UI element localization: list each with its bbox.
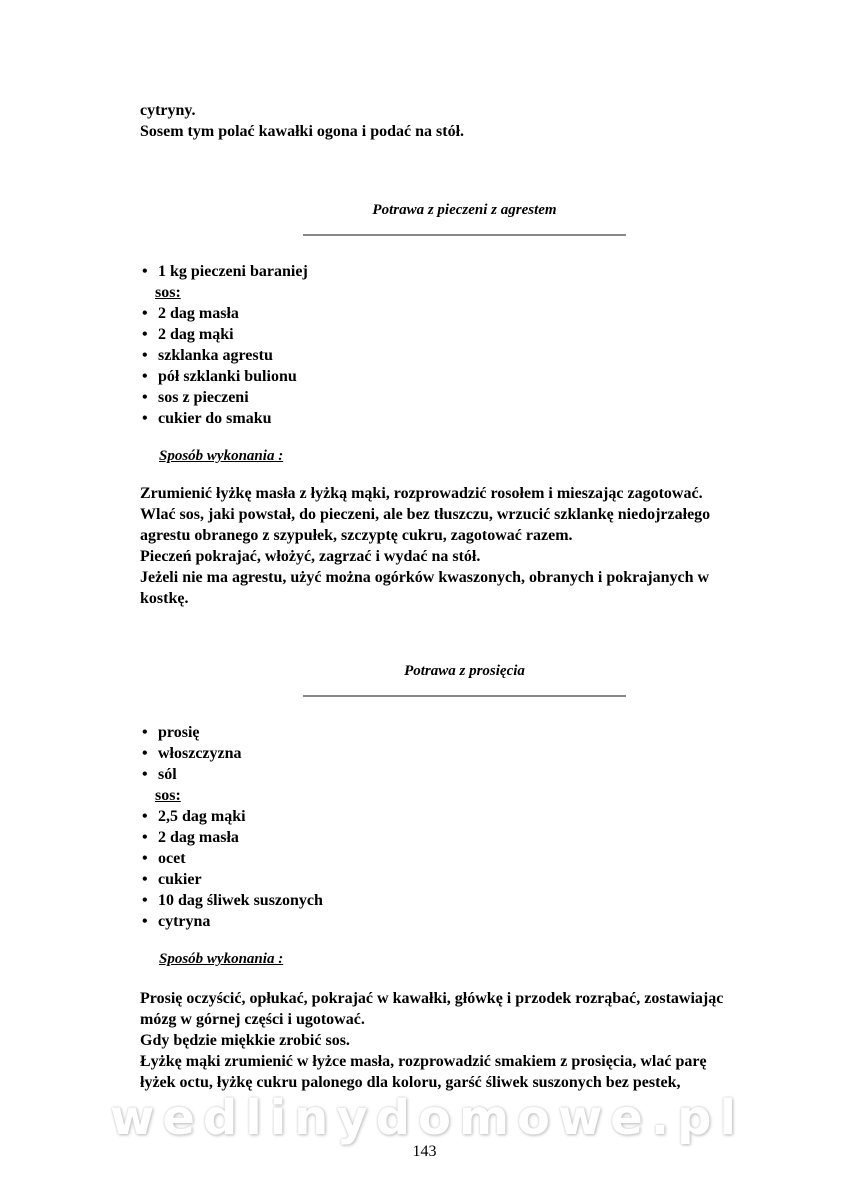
text-line: Jeżeli nie ma agrestu, użyć można ogórków kwaszonych, obranych i pokrajanych w <box>140 569 710 586</box>
ingredient-item: • szklanka agrestu <box>140 345 308 366</box>
ingredient-item: • 2 dag mąki <box>140 324 308 345</box>
text-line: Zrumienić łyżkę masła z łyżką mąki, rozprowadzić rosołem i mieszając zagotować. <box>140 485 703 502</box>
text-line: Pieczeń pokrajać, włożyć, zagrzać i wydać na stół. <box>140 548 481 565</box>
intro-text <box>140 100 464 142</box>
ingredient-item: • sos z pieczeni <box>140 387 308 408</box>
ingredient-item: • 2 dag masła <box>140 827 323 848</box>
ingredient-item: • prosię <box>140 722 323 743</box>
ingredient-list <box>140 261 308 429</box>
text-line: agrestu obranego z szypułek, szczyptę cukru, zagotować razem. <box>140 527 573 544</box>
text-line: Gdy będzie miękkie zrobić sos. <box>140 1032 350 1049</box>
text-line: Sosem tym polać kawałki ogona i podać na stół. <box>140 123 465 140</box>
method-heading: Sposób wykonania : <box>159 448 284 464</box>
ingredient-item: • cukier <box>140 869 323 890</box>
ingredient-item: • 2 dag masła <box>140 303 308 324</box>
ingredient-item: • pół szklanki bulionu <box>140 366 308 387</box>
text-line: mózg w górnej części i ugotować. <box>140 1011 365 1028</box>
title-rule <box>303 234 626 236</box>
method-text <box>140 483 710 609</box>
ingredient-item: • 2,5 dag mąki <box>140 806 323 827</box>
ingredient-item: • cukier do smaku <box>140 408 308 429</box>
text-line: cytryny. <box>140 102 196 119</box>
title-rule <box>303 695 626 697</box>
ingredient-item: • sól <box>140 764 323 785</box>
ingredient-item: • ocet <box>140 848 323 869</box>
method-text <box>140 988 723 1093</box>
sauce-subheading: sos: <box>155 787 181 804</box>
ingredient-item: • cytryna <box>140 911 323 932</box>
text-line: Łyżkę mąki zrumienić w łyżce masła, rozprowadzić smakiem z prosięcia, wlać parę <box>140 1053 707 1070</box>
sauce-subheading: sos: <box>155 284 181 301</box>
ingredient-item: • 10 dag śliwek suszonych <box>140 890 323 911</box>
page-number: 143 <box>412 1143 437 1160</box>
recipe-title: Potrawa z pieczeni z agrestem <box>372 202 557 218</box>
ingredient-item: • włoszczyzna <box>140 743 323 764</box>
watermark: wedlinydomowe.pl <box>110 1090 744 1146</box>
ingredient-item: • 1 kg pieczeni baraniej <box>140 261 308 282</box>
method-heading: Sposób wykonania : <box>159 951 284 967</box>
text-line: Prosię oczyścić, opłukać, pokrajać w kawałki, główkę i przodek rozrąbać, zostawiając <box>140 990 724 1007</box>
ingredient-list <box>140 722 323 932</box>
recipe-title: Potrawa z prosięcia <box>404 663 525 679</box>
text-line: Wlać sos, jaki powstał, do pieczeni, ale bez tłuszczu, wrzucić szklankę niedojrzałego <box>140 506 711 523</box>
text-line: łyżek octu, łyżkę cukru palonego dla koloru, garść śliwek suszonych bez pestek, <box>140 1074 681 1091</box>
text-line: kostkę. <box>140 590 189 607</box>
